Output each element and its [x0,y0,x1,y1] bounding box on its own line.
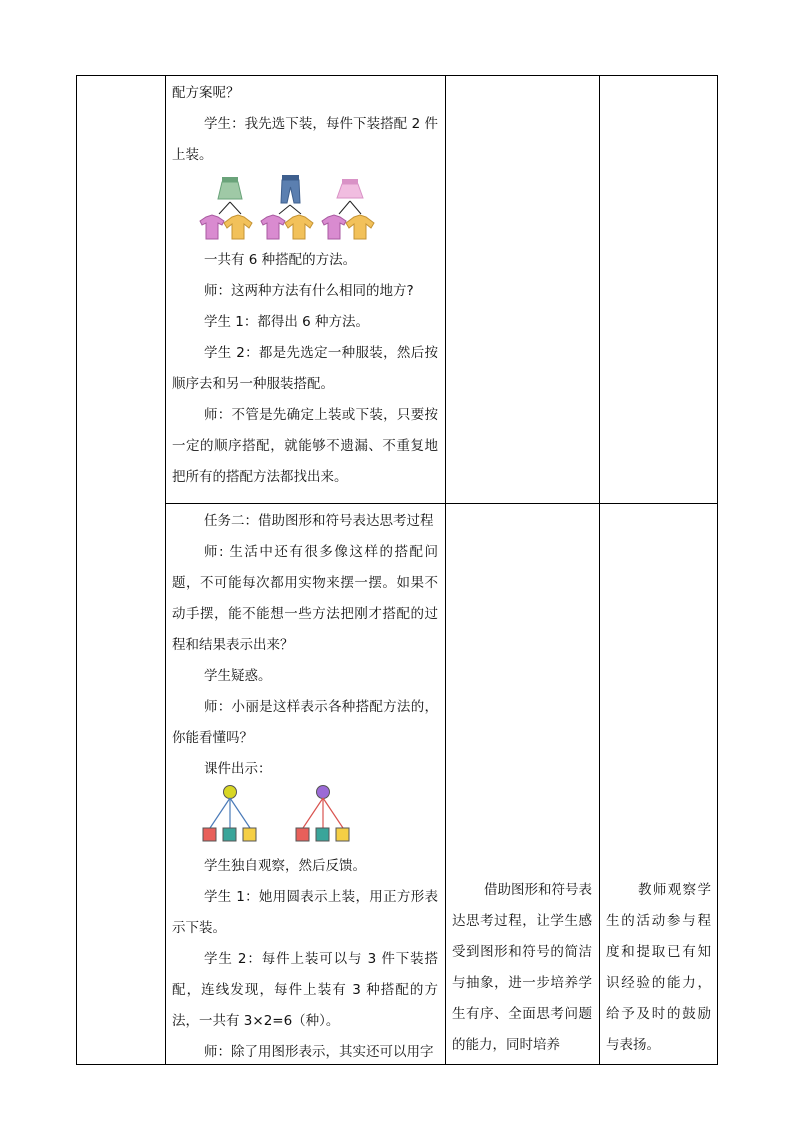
blue-connector-lines [210,798,250,828]
text-line: 学生 1：她用圆表示上装，用正方形表示下装。 [172,889,438,936]
top-circle-yellow [224,786,237,799]
teal-square-icon [316,828,329,841]
clothing-svg [172,171,438,245]
pink-shirt-icon [200,215,224,239]
col-divider-3 [599,75,600,1065]
pink-shirt-icon [322,215,346,239]
table-left-border [76,75,77,1065]
yellow-shirt-icon [224,215,252,239]
red-connector-lines [303,798,343,828]
yellow-square-icon [243,828,256,841]
table-right-border [717,75,718,1065]
pink-skirt-icon [337,179,363,198]
text-line: 师：除了用图形表示，其实还可以用字 [204,1044,434,1060]
text-line: 师：不管是先确定上装或下装，只要按一定的顺序搭配，就能够不遗漏、不重复地把所有的搭配方法都找出来。 [172,407,438,485]
text-line: 学生：我先选下装，每件下装搭配 2 件上装。 [172,116,438,163]
shape-diagram-svg [172,785,438,851]
text-line: 师：这两种方法有什么相同的地方? [204,283,414,299]
activity-cell-2 [172,506,438,1068]
row-divider [165,503,718,504]
evaluation-text: 教师观察学生的活动参与程度和提取已有知识经验的能力，给予及时的鼓励与表扬。 [606,882,711,1053]
text-line: 学生 2：每件上装可以与 3 件下装搭配，连线发现，每件上装有 3 种搭配的方法，一共有 3×2=6（种）。 [172,951,438,1029]
activity-cell-1 [172,78,438,493]
yellow-shirt-icon [346,215,374,239]
text-line: 任务二：借助图形和符号表达思考过程 [204,513,434,529]
blue-pants-icon [281,175,300,203]
text-line: 一共有 6 种搭配的方法。 [204,252,357,268]
text-line: 师：小丽是这样表示各种搭配方法的，你能看懂吗？ [172,699,438,746]
text-line: 课件出示： [204,761,272,777]
yellow-square-icon [336,828,349,841]
yellow-shirt-icon [285,215,313,239]
red-square-icon [203,828,216,841]
teal-square-icon [223,828,236,841]
lesson-table [76,75,718,1065]
top-circle-purple [317,786,330,799]
text-line: 师: 生活中还有很多像这样的搭配问题，不可能每次都用实物来摆一摆。如果不动手摆，能不能想一些方法把刚才搭配的过程和结果表示出来？ [172,544,438,653]
text-line: 配方案呢？ [172,85,240,101]
pink-shirt-icon [261,215,285,239]
text-line: 学生疑惑。 [204,668,272,684]
design-intent-cell [452,875,592,1061]
col-divider-1 [165,75,166,1065]
text-line: 学生独自观察，然后反馈。 [204,858,366,874]
green-skirt-icon [218,177,242,199]
col-divider-2 [445,75,446,1065]
shape-diagram-figure [172,785,438,851]
table-top-border [76,75,718,76]
connector-lines [219,201,361,214]
design-intent-text: 借助图形和符号表达思考过程，让学生感受到图形和符号的简洁与抽象，进一步培养学生有序、全面思考问题的能力，同时培养 [452,882,592,1053]
text-line: 学生 2：都是先选定一种服装，然后按顺序去和另一种服装搭配。 [172,345,438,392]
text-line: 学生 1：都得出 6 种方法。 [204,314,370,330]
clothing-combination-figure [172,171,438,245]
red-square-icon [296,828,309,841]
evaluation-cell [606,875,711,1061]
